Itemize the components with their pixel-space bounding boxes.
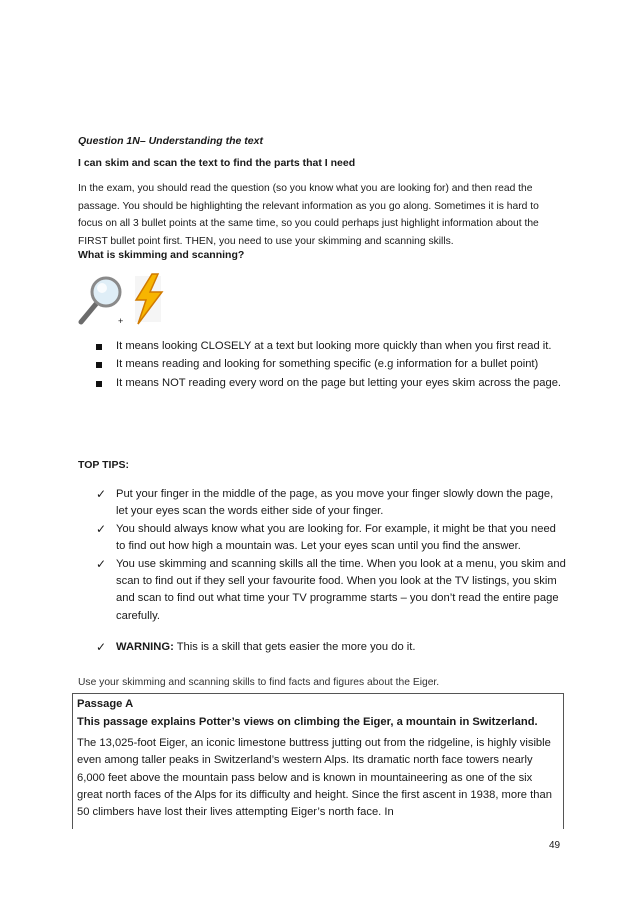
warning-label: WARNING: [116,641,174,654]
page-number: 49 [549,840,561,851]
question-heading: Question 1N– Understanding the text [78,135,263,147]
warning-text: This is a skill that gets easier the more you do it. [173,641,416,654]
list-item: ✓ Put your finger in the middle of the page, as you move your finger slowly down the page, let your eyes scan the words either side of your finger. [96,487,554,518]
checkmark-icon: ✓ [96,556,107,571]
passage-box [72,693,564,829]
passage-text: The 13,025-foot Eiger, an iconic limestone buttress jutting out from the ridgeline, is highly visible even among taller peaks in Switzerland’s western Alps. Its dramatic north face towers nearly 6,000 feet above the mountain pass below and is known in mountaineering as one of the six great north faces of the Alps for its difficulty and height. Since the first ascent in 1938, more than 50 climbers have lost their lives attempting Eiger’s north face. In [77,737,552,819]
square-bullet-icon [96,344,102,350]
intro-paragraph: In the exam, you should read the question (so you know what you are looking for) and then read the passage. You should be highlighting the relevant information as you go along. Sometimes it is hard to focus on all 3 bullet points at the same time, so you could perhaps just highlight information about the FIRST bullet point first. THEN, you need to use your skimming and scanning skills. [78,183,539,247]
skimming-heading: What is skimming and scanning? [78,249,245,261]
top-tips-heading: TOP TIPS: [78,459,129,471]
square-bullet-icon [96,362,102,368]
tips-list [96,486,568,657]
instruction-line: Use your skimming and scanning skills to find facts and figures about the Eiger. [78,677,440,688]
lightning-bolt-icon [135,274,162,324]
square-bullet-icon [96,381,102,387]
list-item: ✓ You use skimming and scanning skills all the time. When you look at a menu, you skim and scan to find out if they sell your favourite food. When you look at the TV listings, you skim and scan to find out what time your TV programme starts – you don’t read the entire page carefully. [96,556,566,622]
warning-item [96,639,568,656]
checkmark-icon: ✓ [96,487,107,501]
definition-list [96,338,566,393]
checkmark-icon: ✓ [96,521,107,536]
plus-sign: + [118,316,124,326]
magnifying-glass-icon [81,278,120,322]
passage-title: Passage A [77,698,134,710]
checkmark-icon: ✓ [96,640,107,655]
passage-subtitle: This passage explains Potter’s views on climbing the Eiger, a mountain in Switzerland. [77,716,538,728]
list-item: It means looking CLOSELY at a text but looking more quickly than when you first read it. [96,338,566,355]
list-item: ✓ You should always know what you are looking for. For example, it might be that you need to find out how high a mountain was. Let your eyes scan until you find the answer. [96,521,556,553]
list-item: It means reading and looking for something specific (e.g information for a bullet point) [96,356,566,373]
skill-heading: I can skim and scan the text to find the parts that I need [78,157,356,169]
list-item: It means NOT reading every word on the page but letting your eyes skim across the page. [96,375,566,392]
